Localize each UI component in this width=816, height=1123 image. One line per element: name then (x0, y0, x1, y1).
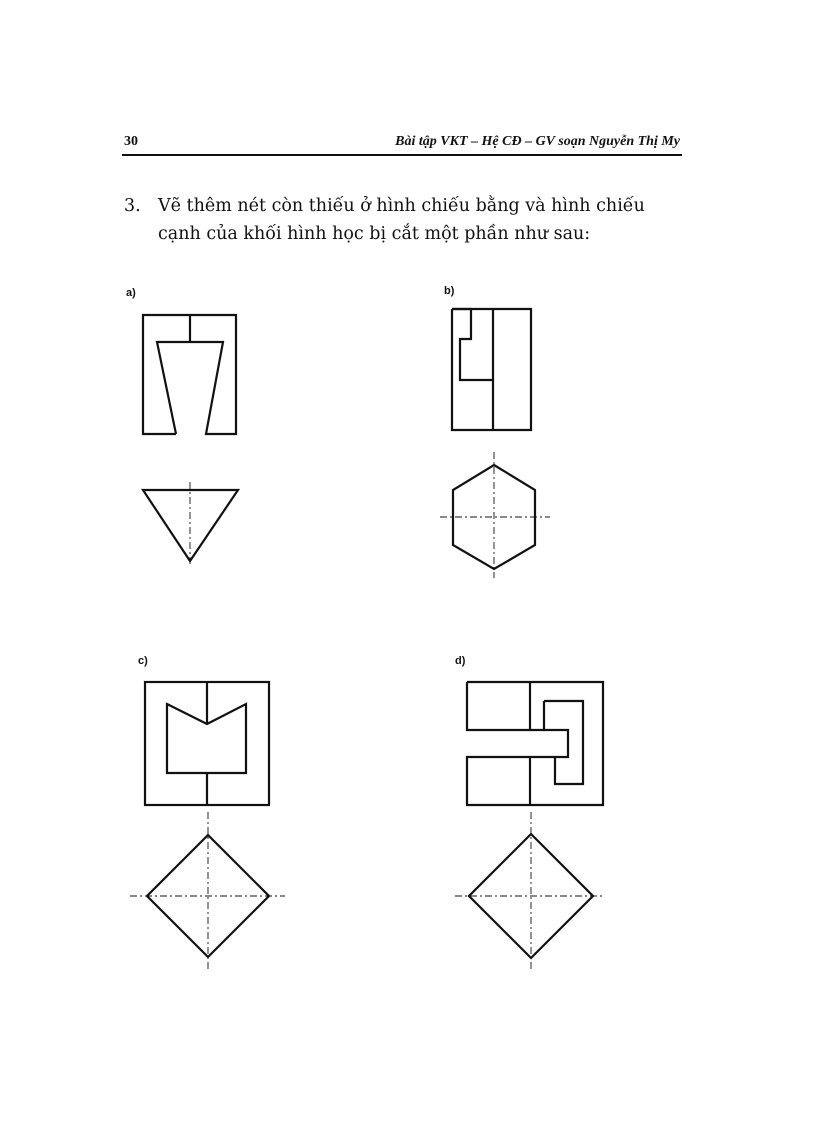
running-header: Bài tập VKT – Hệ CĐ – GV soạn Nguyễn Thị My (395, 134, 680, 149)
figure-d-top-view (455, 812, 605, 972)
exercise-line-2: cạnh của khối hình học bị cắt một phần như sau: (158, 224, 591, 244)
figure-b-top-view (440, 452, 550, 578)
figure-c-label: c) (138, 655, 148, 667)
page-number: 30 (124, 134, 138, 149)
figure-d-label: d) (455, 655, 466, 667)
exercise-number: 3. (124, 196, 141, 216)
figure-b-front-view (452, 309, 531, 430)
figure-b-label: b) (444, 285, 455, 297)
figure-a-top-view (143, 482, 238, 565)
figure-c-front-view (145, 682, 269, 805)
figure-a-label: a) (126, 287, 136, 299)
exercise-line-1: Vẽ thêm nét còn thiếu ở hình chiếu bằng và hình chiếu (158, 196, 645, 216)
figure-a-front-view (143, 315, 236, 434)
figure-c-top-view (130, 812, 285, 970)
figure-d-front-view (467, 682, 603, 805)
